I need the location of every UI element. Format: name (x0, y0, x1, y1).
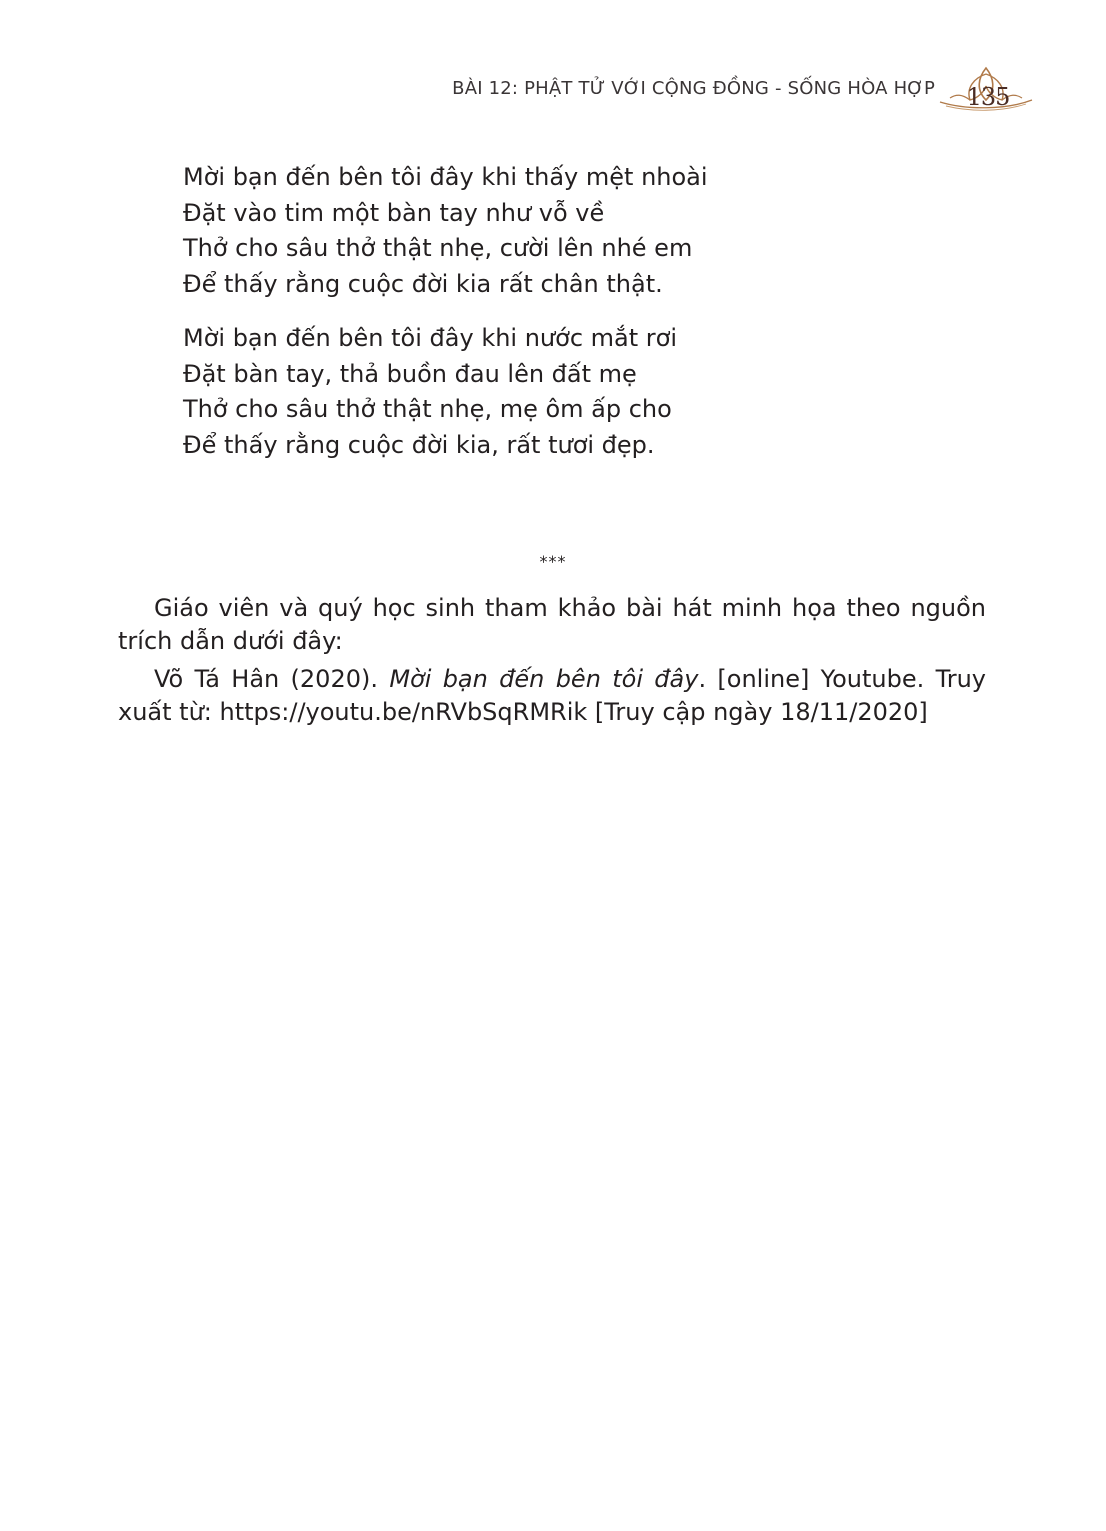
citation-paragraph (118, 663, 986, 729)
verse-stanza-1 (183, 160, 883, 302)
verse-line: Đặt vào tim một bàn tay như vỗ về (183, 198, 605, 227)
intro-paragraph: Giáo viên và quý học sinh tham khảo bài hát minh họa theo nguồn trích dẫn dưới đây: (118, 594, 986, 655)
verse-line: Mời bạn đến bên tôi đây khi thấy mệt nhoài (183, 163, 708, 191)
running-header-title: BÀI 12: PHẬT TỬ VỚI CỘNG ĐỒNG - SỐNG HÒA HỢP (452, 78, 935, 99)
section-separator: *** (539, 552, 567, 571)
verse-line: Để thấy rằng cuộc đời kia rất chân thật. (183, 269, 663, 298)
citation-author-year: Võ Tá Hân (2020). (154, 665, 390, 693)
citation-source: . [online] Youtube. Truy xuất từ: https://youtu.be/nRVbSqRMRik [Truy cập ngày 18/11/2020] (118, 665, 987, 726)
verse-line: Đặt bàn tay, thả buồn đau lên đất mẹ (183, 359, 637, 388)
verse-line: Mời bạn đến bên tôi đây khi nước mắt rơi (183, 324, 677, 352)
citation-title: Mời bạn đến bên tôi đây (389, 665, 699, 693)
verse-line: Thở cho sâu thở thật nhẹ, mẹ ôm ấp cho (183, 395, 672, 423)
verse-stanza-2 (183, 321, 883, 463)
page-number: 135 (966, 83, 1010, 111)
verse-line: Thở cho sâu thở thật nhẹ, cười lên nhé em (183, 234, 693, 262)
verse-line: Để thấy rằng cuộc đời kia, rất tươi đẹp. (183, 430, 655, 459)
